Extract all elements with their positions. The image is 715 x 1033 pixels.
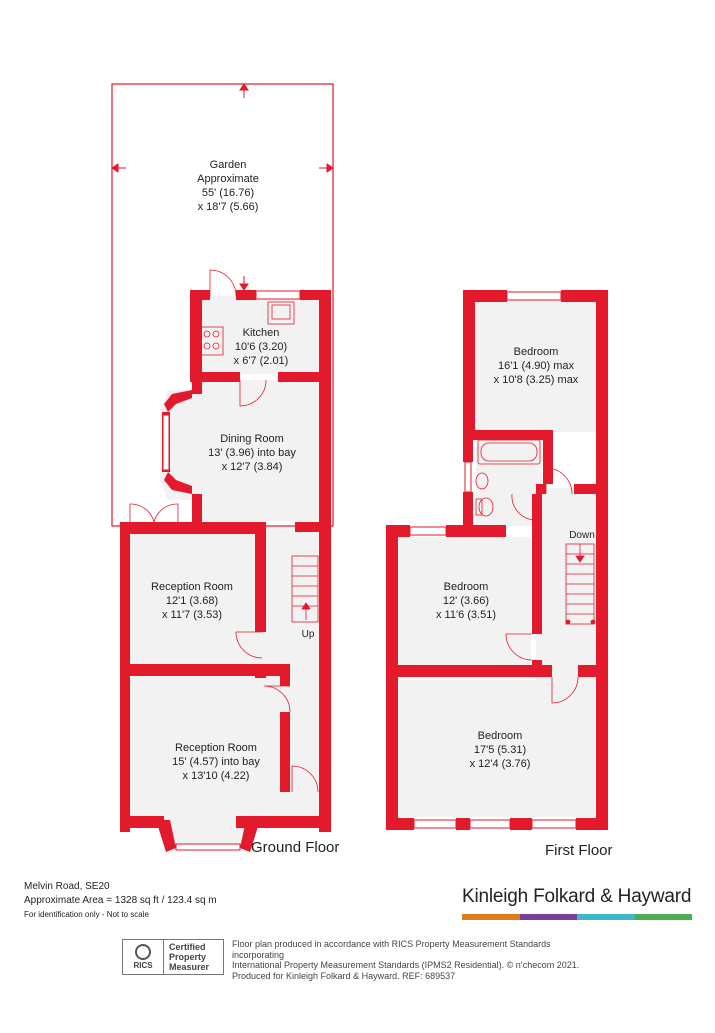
disclaimer-line1: Floor plan produced in accordance with RICS Property Measurement Standards incorporating [232,939,551,960]
approximate-area: Approximate Area = 1328 sq ft / 123.4 sq m [24,895,217,906]
reception-room-1-dim2: x 11'7 (3.53) [162,609,222,621]
brand-color-purple [520,914,578,920]
bedroom-3-dim2: x 12'4 (3.76) [469,758,531,770]
dining-room-dim1: 13' (3.96) into bay [208,447,296,459]
disclaimer-line3: Produced for Kinleigh Folkard & Hayward. REF: 689537 [232,970,456,981]
scale-note: For identification only - Not to scale [24,910,149,919]
property-info [24,880,217,922]
bedroom-2-label: Bedroom [443,581,489,593]
dining-room-label: Dining Room [220,433,284,445]
kitchen-dim2: x 6'7 (2.01) [233,355,289,367]
stairs-up-label: Up [301,629,315,640]
disclaimer-line2: International Property Measurement Standards (IPMS2 Residential). © n’checom 2021. [232,960,580,970]
kitchen-label: Kitchen [242,327,280,339]
rics-cert-line1: Certified [169,942,206,952]
brand-color-teal [577,914,635,920]
reception-room-1-dim1: 12'1 (3.68) [165,595,219,607]
bedroom-2-dim1: 12' (3.66) [442,595,490,607]
rics-cert-line3: Measurer [169,962,210,972]
brand-color-green [635,914,693,920]
first-floor-plan [386,290,613,859]
rics-logo [123,940,163,974]
garden-approx-label: Approximate [197,173,259,185]
dining-room-dim2: x 12'7 (3.84) [221,461,283,473]
bedroom-3-dim1: 17'5 (5.31) [473,744,527,756]
bedroom-1-label: Bedroom [513,346,559,358]
stairs-down-label: Down [569,530,595,541]
ground-floor-label: Ground Floor [251,839,340,856]
bedroom-1-dim1: 16'1 (4.90) max [497,360,575,372]
address: Melvin Road, SE20 [24,881,110,892]
rics-cert-text [163,940,209,974]
garden-label: Garden [209,159,247,171]
rics-certified-badge [122,939,224,975]
garden-length: 55' (16.76) [201,187,255,199]
rics-cert-line2: Property [169,952,207,962]
reception-room-2-dim1: 15' (4.57) into bay [172,756,260,768]
kitchen-dim1: 10'6 (3.20) [234,341,288,353]
reception-room-2-dim2: x 13'10 (4.22) [182,770,250,782]
rics-logo-text: RICS [133,961,153,970]
brand-color-bar [462,914,692,920]
bedroom-1-dim2: x 10'8 (3.25) max [493,374,579,386]
agent-brand-name: Kinleigh Folkard & Hayward [462,886,692,907]
reception-room-1-label: Reception Room [151,581,233,593]
disclaimer [232,939,592,981]
rics-circle-icon [135,944,151,960]
bedroom-3-label: Bedroom [477,730,523,742]
reception-room-2-label: Reception Room [175,742,257,754]
brand-color-orange [462,914,520,920]
bedroom-2-dim2: x 11'6 (3.51) [436,609,496,621]
ground-floor-plan [112,84,339,856]
garden-width: x 18'7 (5.66) [197,201,259,213]
first-floor-label: First Floor [545,842,613,859]
